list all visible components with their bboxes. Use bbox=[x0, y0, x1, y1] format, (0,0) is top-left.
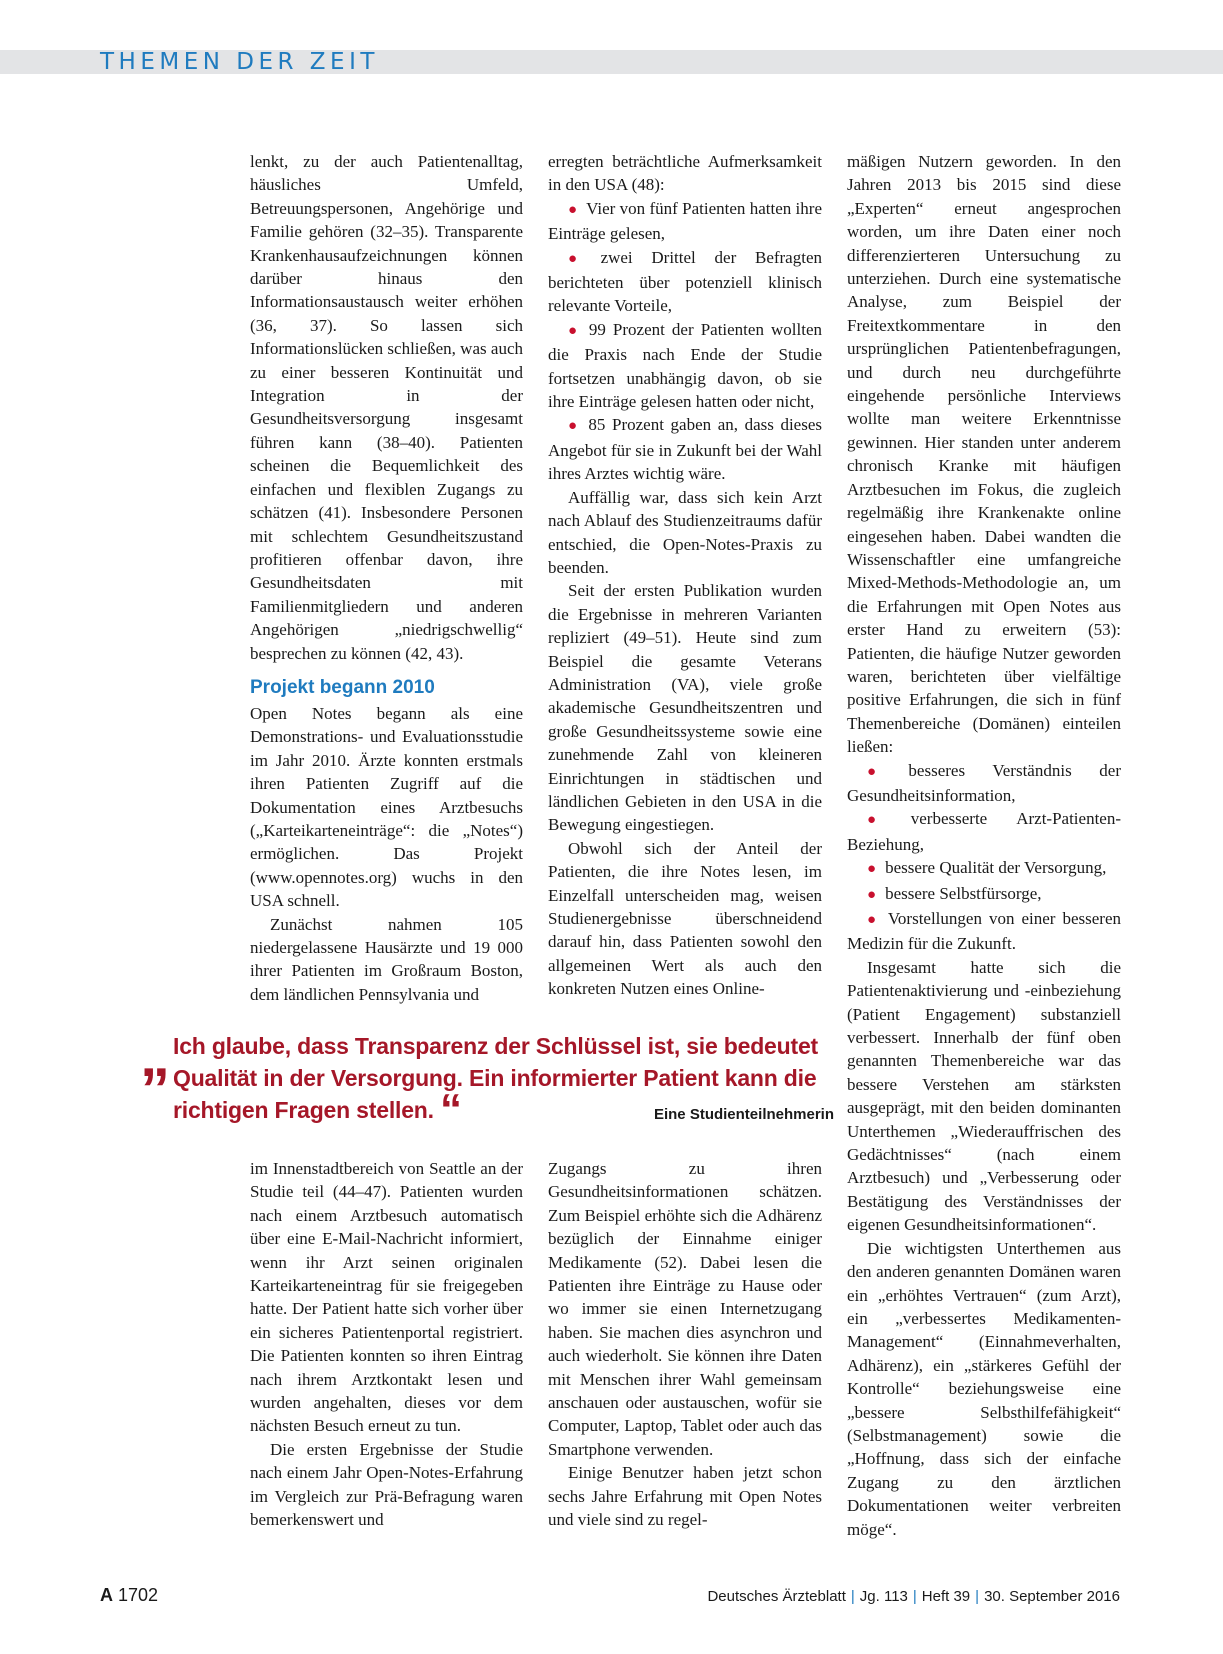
divider: | bbox=[975, 1588, 980, 1605]
quote-source: Eine Studienteilnehmerin bbox=[653, 1106, 834, 1123]
paragraph: Die wichtigsten Unterthemen aus den anderen genannten Domänen waren ein „erhöhtes Vertrauen“ (zum Arzt), ein „verbessertes Medikamenten-Management“ (Einnahmeverhalten, Adhärenz), ein „stärkeres Gefühl der Kontrolle“ beziehungsweise eine „bessere Selbsthilfefähigkeit“ (Selbstmanagement) sowie die „Hoffnung, dass sich der einfache Zugang zu den ärztlichen Dokumentationen weiter verbreiten möge“. bbox=[847, 1238, 1121, 1539]
bullet-icon: ● bbox=[867, 861, 877, 878]
list-item: ● 85 Prozent gaben an, dass dieses Angebot für sie in Zukunft bei der Wahl ihres Arztes wichtig wäre. bbox=[548, 415, 823, 484]
page-number bbox=[100, 1585, 158, 1606]
list-item: ● zwei Drittel der Befragten berichteten über potenziell klinisch relevante Vorteile, bbox=[548, 247, 822, 316]
list-item: ● Vorstellungen von einer besseren Medizin für die Zukunft. bbox=[847, 909, 1121, 954]
column-1-bottom bbox=[250, 1157, 523, 1532]
divider: | bbox=[912, 1588, 917, 1605]
journal-volume: Jg. 113 bbox=[859, 1588, 908, 1605]
column-2-top bbox=[548, 150, 822, 1001]
bullet-icon: ● bbox=[568, 418, 580, 435]
bullet-list bbox=[847, 759, 1121, 956]
paragraph: Zugangs zu ihren Gesundheitsinformationen schätzen. Zum Beispiel erhöhte sich die Adhärenz bezüglich der Einnahme einiger Medikamente (52). Dabei lesen die Patienten ihre Einträge zu Hause oder wo immer sie einen Internetzugang haben. Sie machen dies asynchron und auch wiederholt. Sie können ihre Daten mit Menschen ihrer Wahl gemeinsam anschauen oder austauschen, wofür sie Computer, Laptop, Tablet oder auch das Smartphone verwenden. bbox=[548, 1159, 822, 1459]
bullet-icon: ● bbox=[568, 201, 578, 218]
list-item: ● verbesserte Arzt-Patienten-Beziehung, bbox=[847, 809, 1121, 854]
list-item: ● Vier von fünf Patienten hatten ihre Einträge gelesen, bbox=[548, 198, 822, 244]
pull-quote bbox=[140, 1022, 834, 1134]
list-item: ● bessere Qualität der Versorgung, bbox=[867, 858, 1107, 878]
column-1-top bbox=[250, 150, 523, 1006]
paragraph: im Innenstadtbereich von Seattle an der Studie teil (44–47). Patienten wurden nach einem Arztbesuch automatisch über eine E-Mail-Nachricht informiert, wenn ihr Arzt seinen originalen Karteikarteneintrag für sie freigegeben hatte. Der Patient hatte sich vorher über ein sicheres Patientenportal registriert. Die Patienten konnten so ihren Eintrag nach ihrem Arztkontakt lesen und wurden angehalten, dieses vor dem nächsten Besuch erneut zu tun. bbox=[250, 1159, 523, 1436]
divider: | bbox=[850, 1588, 855, 1605]
paragraph: Auffällig war, dass sich kein Arzt nach Ablauf des Studienzeitraums dafür entschied, die Open-Notes-Praxis zu beenden. bbox=[548, 487, 822, 577]
bullet-icon: ● bbox=[867, 886, 877, 903]
paragraph: Einige Benutzer haben jetzt schon sechs Jahre Erfahrung mit Open Notes und viele sind zu regel- bbox=[548, 1463, 822, 1530]
paragraph: Die ersten Ergebnisse der Studie nach einem Jahr Open-Notes-Erfahrung im Vergleich zur Prä-Befragung waren bemerkenswert und bbox=[250, 1439, 523, 1530]
bullet-list bbox=[548, 197, 822, 486]
subheading: Projekt begann 2010 bbox=[250, 676, 435, 698]
paragraph: Seit der ersten Publikation wurden die Ergebnisse in mehreren Varianten repliziert (49–51). Heute sind zum Beispiel die gesamte Veterans Administration (VA), viele große akademische Gesundheitszentren und große Gesundheitssysteme sowie eine zunehmende Zahl von kleineren Einrichtungen in städtischen und ländlichen Gebieten in den USA in die Bewegung eingestiegen. bbox=[548, 581, 822, 835]
quote-close-icon: “ bbox=[440, 1085, 462, 1134]
column-2-bottom bbox=[548, 1157, 822, 1532]
paragraph: Obwohl sich der Anteil der Patienten, die ihre Notes lesen, im Einzelfall unterscheiden mag, weisen Studienergebnisse überschneidend darauf hin, dass Patienten sowohl den allgemeinen Wert als auch den konkreten Nutzen eines Online- bbox=[548, 838, 822, 999]
journal-name: Deutsches Ärzteblatt bbox=[707, 1588, 846, 1605]
journal-issue: Heft 39 bbox=[921, 1588, 971, 1605]
column-3 bbox=[847, 150, 1121, 1541]
bullet-icon: ● bbox=[867, 763, 900, 780]
bullet-icon: ● bbox=[568, 322, 580, 339]
paragraph: lenkt, zu der auch Patientenalltag, häusliches Umfeld, Betreuungspersonen, Angehörige und Familie gehören (32–35). Transparente Krankenhausaufzeichnungen können darüber hinaus den Informationsaustausch weiter erhöhen (36, 37). So lassen sich Informationslücken schließen, was auch zu einer besseren Kontinuität und Integration in der Gesundheitsversorgung insgesamt führen kann (38–40). Patienten scheinen die Bequemlichkeit des einfachen und flexiblen Zugangs zu schätzen (41). Insbesondere Personen mit schlechtem Gesundheitszustand profitieren offenbar davon, ihre Gesundheitsdaten mit Familienmitgliedern und anderen Angehörigen „niedrigschwellig“ besprechen zu können (42, 43). bbox=[250, 152, 523, 663]
bullet-icon: ● bbox=[568, 250, 592, 267]
bullet-icon: ● bbox=[867, 812, 902, 829]
journal-info bbox=[707, 1588, 1120, 1605]
page-prefix: A bbox=[100, 1585, 113, 1605]
section-title: THEMEN DER ZEIT bbox=[100, 49, 379, 75]
page-number-value: 1702 bbox=[118, 1585, 159, 1605]
paragraph: erregten beträchtliche Aufmerksamkeit in den USA (48): bbox=[548, 152, 822, 195]
paragraph: mäßigen Nutzern geworden. In den Jahren 2013 bis 2015 sind diese „Experten“ erneut angesprochen worden, um ihre Daten einer noch differenzierteren Untersuchung zu unterziehen. Durch eine systematische Analyse, zum Beispiel der Freitextkommentare in den ursprünglichen Patientenbefragungen, und durch neu durchgeführte eingehende persönliche Interviews wollte man weitere Erkenntnisse gewinnen. Hier standen unter anderem chronisch Kranke mit häufigen Arztbesuchen im Fokus, die zugleich regelmäßig ihre Krankenakte online eingesehen haben. Dabei wandten die Wissenschaftler eine umfangreiche Mixed-Methods-Methodologie an, um die Erfahrungen mit Open Notes aus erster Hand zu erweitern (53): Patienten, die häufige Nutzer geworden waren, berichteten über vielfältige positive Erfahrungen, die sich in fünf Themenbereiche (Domänen) einteilen ließen: bbox=[847, 152, 1121, 757]
paragraph: Insgesamt hatte sich die Patientenaktivierung und -einbeziehung (Patient Engagement) substanziell verbessert. Innerhalb der fünf oben genannten Themenbereiche war das bessere Verstehen am stärksten ausgeprägt, mit den beiden dominanten Unterthemen „Wiederauffrischen des Gedächtnisses“ (nach einem Arztbesuch) und „Verbesserung oder Bestätigung des Verständnisses der eigenen Gesundheitsinformationen“. bbox=[847, 957, 1121, 1235]
list-item: ● besseres Verständnis der Gesundheitsinformation, bbox=[847, 760, 1121, 805]
quote-text: Ich glaube, dass Transparenz der Schlüssel ist, sie bedeutet Qualität in der Versorgung. Ein informierter Patient kann die richtigen Fragen stellen. bbox=[173, 1033, 819, 1123]
list-item: ● 99 Prozent der Patienten wollten die Praxis nach Ende der Studie fortsetzen unabhängig davon, ob sie ihre Einträge gelesen hatten oder nicht, bbox=[548, 319, 823, 412]
list-item: ● bessere Selbstfürsorge, bbox=[867, 883, 1042, 903]
bullet-icon: ● bbox=[867, 912, 879, 928]
quote-open-icon: „ bbox=[140, 1022, 170, 1089]
journal-date: 30. September 2016 bbox=[984, 1588, 1120, 1605]
paragraph: Open Notes begann als eine Demonstrations- und Evaluationsstudie im Jahr 2010. Ärzte konnten erstmals ihren Patienten Zugriff auf die Dokumentation eines Arztbesuchs („Karteikarteneinträge“: die „Notes“) ermöglichen. Das Projekt (www.opennotes.org) wuchs in den USA schnell. bbox=[250, 703, 523, 911]
paragraph: Zunächst nahmen 105 niedergelassene Hausärzte und 19 000 ihrer Patienten im Großraum Boston, dem ländlichen Pennsylvania und bbox=[250, 914, 523, 1004]
